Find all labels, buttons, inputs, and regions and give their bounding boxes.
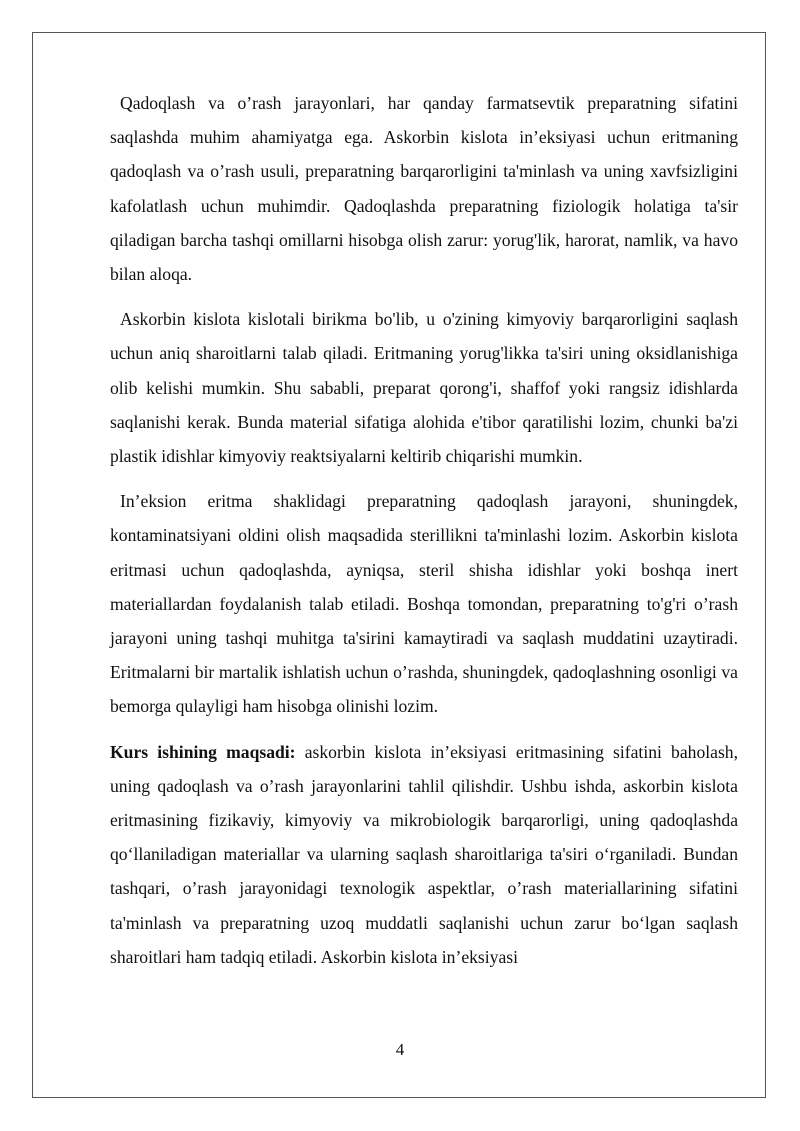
aim-paragraph: [110, 735, 738, 974]
paragraph-1: Qadoqlash va o’rash jarayonlari, har qanday farmatsevtik preparatning sifatini saqlashda muhim ahamiyatga ega. Askorbin kislota in’eksiyasi uchun eritmaning qadoqlash va o’rash usuli, preparatning barqarorligini ta'minlash va uning xavfsizligini kafolatlash uchun muhimdir. Qadoqlashda preparatning fiziologik holatiga ta'sir qiladigan barcha tashqi omillarni hisobga olish zarur: yorug'lik, harorat, namlik, va havo bilan aloqa.: [110, 93, 738, 285]
aim-label: Kurs ishining maqsadi:: [110, 741, 296, 762]
page-number: 4: [395, 1040, 405, 1059]
document-body: [110, 86, 738, 985]
paragraph-2: Askorbin kislota kislotali birikma bo'lib, u o'zining kimyoviy barqarorligini saqlash uchun aniq sharoitlarni talab qiladi. Eritmaning yorug'likka ta'siri uning oksidlanishiga olib kelishi mumkin. Shu sababli, preparat qorong'i, shaffof yoki rangsiz idishlarda saqlanishi kerak. Bunda material sifatiga alohida e'tibor qaratilishi lozim, chunki ba'zi plastik idishlar kimyoviy reaktsiyalarni keltirib chiqarishi mumkin.: [110, 309, 738, 467]
paragraph-3: In’eksion eritma shaklidagi preparatning qadoqlash jarayoni, shuningdek, kontaminatsiyani oldini olish maqsadida sterillikni ta'minlashi lozim. Askorbin kislota eritmasi uchun qadoqlashda, ayniqsa, steril shisha idishlar yoki boshqa inert materiallardan foydalanish talab etiladi. Boshqa tomondan, preparatning to'g'ri o’rash jarayoni uning tashqi muhitga ta'sirini kamaytiradi va saqlash muddatini uzaytiradi. Eritmalarni bir martalik ishlatish uchun o’rashda, shuningdek, qadoqlashning osonligi va bemorga qulayligi ham hisobga olinishi lozim.: [110, 491, 738, 717]
aim-text: askorbin kislota in’eksiyasi eritmasining sifatini baholash, uning qadoqlash va o’rash jarayonlarini tahlil qilishdir. Ushbu ishda, askorbin kislota eritmasining fizikaviy, kimyoviy va mikrobiologik barqarorligi, uning qadoqlashda qo‘llaniladigan materiallar va ularning saqlash sharoitlariga ta'siri o‘rganiladi. Bundan tashqari, o’rash jarayonidagi texnologik aspektlar, o’rash materiallarining sifatini ta'minlash va preparatning uzoq muddatli saqlanishi uchun zarur bo‘lgan saqlash sharoitlari ham tadqiq etiladi. Askorbin kislota in’eksiyasi: [110, 741, 738, 967]
